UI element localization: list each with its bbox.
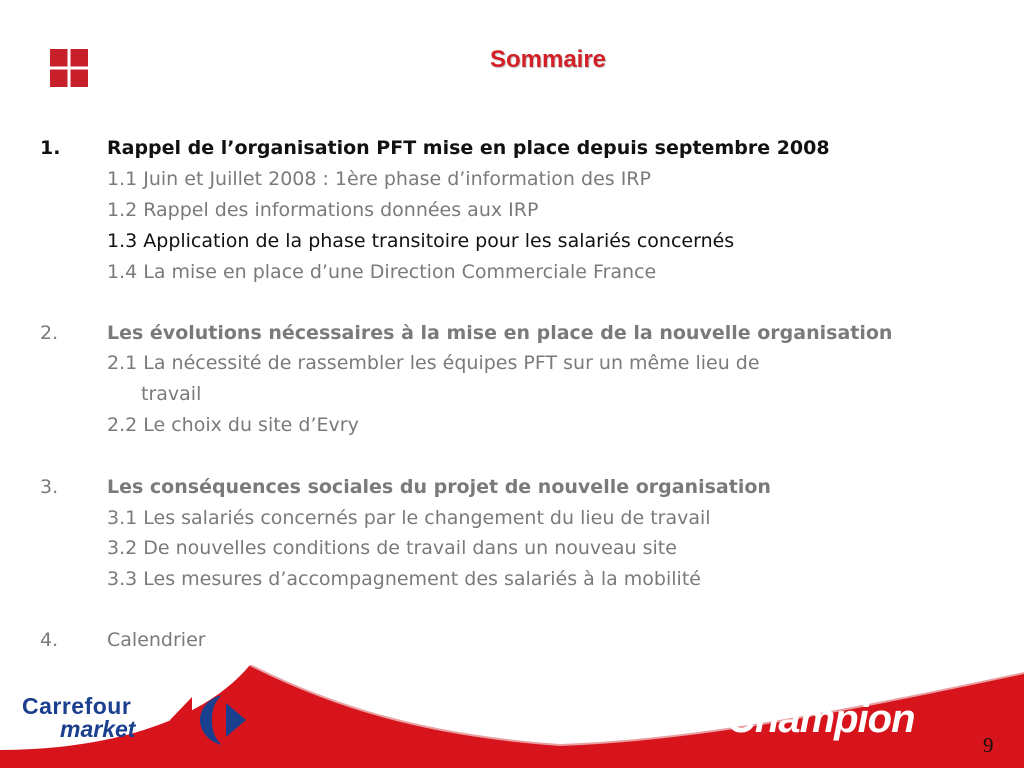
carrefour-emblem-icon <box>162 693 254 747</box>
carrefour-logo-text: Carrefour <box>22 693 132 719</box>
section-2-number: 2. <box>40 322 59 344</box>
section-4-heading: Calendrier <box>107 629 206 651</box>
section-1-1: 1.1 Juin et Juillet 2008 : 1ère phase d’information des IRP <box>107 168 651 190</box>
section-1-number: 1. <box>40 137 61 159</box>
page-number: 9 <box>983 733 994 757</box>
section-3-number: 3. <box>40 476 59 498</box>
section-1-4: 1.4 La mise en place d’une Direction Commerciale France <box>107 261 657 283</box>
section-2-2: 2.2 Le choix du site d’Evry <box>107 414 359 436</box>
section-3-2: 3.2 De nouvelles conditions de travail dans un nouveau site <box>107 537 677 559</box>
section-3-heading: Les conséquences sociales du projet de nouvelle organisation <box>107 476 771 498</box>
section-3-1: 3.1 Les salariés concernés par le changement du lieu de travail <box>107 507 711 529</box>
section-2-1: 2.1 La nécessité de rassembler les équipes PFT sur un même lieu de <box>107 352 760 374</box>
carrefour-market-logo <box>22 693 254 747</box>
section-1-2: 1.2 Rappel des informations données aux IRP <box>107 199 539 221</box>
section-4-number: 4. <box>40 629 59 651</box>
page-title: Sommaire <box>489 46 607 73</box>
section-1-3: 1.3 Application de la phase transitoire pour les salariés concernés <box>107 230 735 252</box>
section-2-heading: Les évolutions nécessaires à la mise en place de la nouvelle organisation <box>107 322 893 344</box>
section-1-heading: Rappel de l’organisation PFT mise en place depuis septembre 2008 <box>107 137 830 159</box>
market-logo-text: market <box>60 716 136 742</box>
section-2-1-continued: travail <box>141 383 202 405</box>
section-3-3: 3.3 Les mesures d’accompagnement des salariés à la mobilité <box>107 568 701 590</box>
champion-logo: Champion <box>727 697 915 741</box>
